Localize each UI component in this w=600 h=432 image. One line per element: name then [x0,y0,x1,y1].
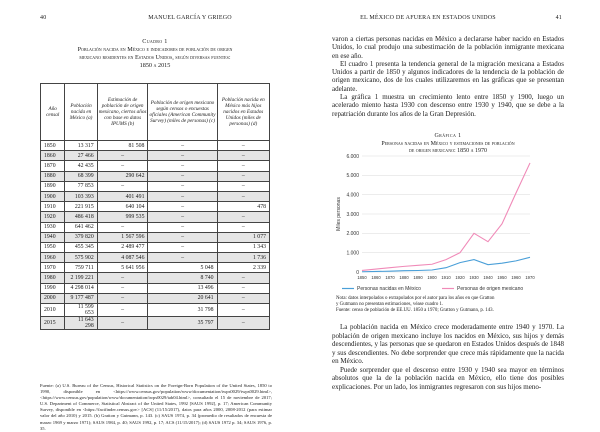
legend-label: Personas de origen mexicano [457,286,524,292]
value-cell: 81 508 [97,141,148,151]
table-row [41,222,270,232]
year-cell: 1860 [41,151,65,161]
table-title-line: 1850 a 2015 [139,62,171,69]
paragraph: El cuadro 1 presenta la tendencia general de la migración mexicana a Estados Unidos a partir de 1850 y algunos indicadores de la tendencia de la población de origen mexicano, dos de los cuales utilizaremos en las gráficas que se presentan adelante. [332,59,564,93]
table-label: Cuadro 1 [142,38,168,45]
y-tick-label: 0 [356,269,359,276]
value-cell: – [97,181,148,191]
x-tick-label: 1920 [455,275,465,280]
table-row [41,151,270,161]
line-chart [332,150,566,296]
y-tick-label: 4.000 [346,192,359,199]
value-cell: – [217,141,269,151]
note-line: Nota: datos interpolados o extrapolados por el autor para los años en que Gratton [336,296,495,301]
column-header: Población nacida en México más hijos nacidos en Estados Unidos (miles de personas) (d) [217,84,269,141]
note-line: Fuente: censo de población de EE.UU. 1850 a 1970; Gratton y Gutmann, p. 143. [336,308,494,314]
year-cell: 1850 [41,141,65,151]
value-cell: 42 435 [65,161,97,171]
value-cell: – [148,222,217,232]
value-cell: 35 797 [148,317,217,330]
value-cell: 1 077 [217,232,269,242]
value-cell: 640 104 [97,202,148,212]
value-cell: – [148,171,217,181]
year-cell: 2000 [41,293,65,303]
paragraph: La población nacida en México crece moderadamente entre 1940 y 1970. La población de origen mexicano incluye los nacidos en México, sus hijos y demás descendientes, y las personas que se quedaron en Estados Unidos después de 1848 y sus descendientes. No debe sorprender que crece más rápidamente que la nacida en México. [332,323,564,365]
year-cell: 1970 [41,263,65,273]
table-row [41,202,270,212]
value-cell: – [97,161,148,171]
left-page [0,0,300,431]
value-cell: 1 343 [217,242,269,252]
x-tick-label: 1950 [497,275,507,280]
x-tick-label: 1880 [399,275,409,280]
y-tick-label: 2.000 [346,231,359,238]
table-row [41,161,270,171]
table-source-note: Fuente: (a) U.S. Bureau of the Census, Historical Statistics on the Foreign-Born Population of the United States, 1850 to 1990, disponible en <https://www.census.gov/population/www/documentation/twps0029/twps0029.html>, <https://www.census.gov/population/www/documentation/twps0029/tab04.html>, consultado el 15 de noviembre de 2017; U.S. Department of Commerce, Statistical Abstract of the United States, 1992 [SAUS 1992], p. 17; American Community Survey, disponible en <https://factfinder.census.gov> [ACS] (11/15/2017), datos para años 2000, 2008-2012 (para estimar valor del año 2010) y 2015. (b) Gratton y Gutmann, p. 143. (c) SAUS 1974, p. 34 (promedio de resultados de encuesta de marzo 1969 y marzo 1971); SAUS 1984, p. 40; SAUS 1992, p. 17; ACS (11/15/2017); (d) SAUS 1972 p. 34; SAUS 1976, p. 35. [40,383,272,431]
value-cell: 4 087 546 [97,253,148,263]
value-cell: 290 642 [97,171,148,181]
table-header-row [41,84,270,141]
value-cell: – [148,141,217,151]
x-tick-label: 1890 [413,275,423,280]
value-cell: 4 298 014 [65,283,97,293]
paragraph: La gráfica 1 muestra un crecimiento lento entre 1850 y 1900, luego un acelerado miento hasta 1930 con descenso entre 1930 y 1940, que se debe a la repatriación durante los años de la Gran Depresión. [332,93,564,118]
table-row [41,181,270,191]
value-cell: 641 462 [65,222,97,232]
value-cell: – [217,222,269,232]
value-cell: 13 496 [148,283,217,293]
value-cell: – [217,304,269,317]
running-head: EL MÉXICO DE AFUERA EN ESTADOS UNIDOS [360,15,496,21]
value-cell: – [148,191,217,201]
value-cell: – [97,293,148,303]
x-tick-label: 1930 [469,275,479,280]
table-row [41,253,270,263]
value-cell: 2 489 477 [97,242,148,252]
value-cell: 13 317 [65,141,97,151]
table-row [41,304,270,317]
x-tick-label: 1970 [525,275,535,280]
value-cell: 5 048 [148,263,217,273]
value-cell: 103 393 [65,191,97,201]
year-cell: 2010 [41,304,65,317]
year-cell: 1990 [41,283,65,293]
body-text-top [332,35,564,118]
table-row [41,263,270,273]
value-cell: – [217,317,269,330]
page-number: 41 [555,15,562,21]
year-cell: 1910 [41,202,65,212]
year-cell: 1900 [41,191,65,201]
value-cell: – [217,293,269,303]
graph-title-line: Personas nacidas en México y estimaciones de población [381,140,515,147]
value-cell: – [148,253,217,263]
right-page [300,0,600,431]
table-row [41,317,270,330]
column-header: Población de origen mexicano según censos o encuestas oficiales (American Community Survey) (miles de personas) (c) [148,84,217,141]
x-tick-label: 1960 [511,275,521,280]
value-cell: – [97,151,148,161]
value-cell: – [217,171,269,181]
value-cell: – [97,222,148,232]
table-row [41,232,270,242]
x-tick-label: 1870 [385,275,395,280]
value-cell: – [217,151,269,161]
page-number: 40 [40,15,47,21]
value-cell: – [97,283,148,293]
year-cell: 1960 [41,253,65,263]
value-cell: – [217,212,269,222]
table-row [41,141,270,151]
graph-notes [336,296,564,315]
value-cell: 11 643 298 [65,317,97,330]
y-tick-label: 1.000 [346,250,359,257]
value-cell: – [217,273,269,283]
x-tick-label: 1940 [483,275,493,280]
year-cell: 1980 [41,273,65,283]
value-cell: – [148,151,217,161]
value-cell: – [148,242,217,252]
value-cell: 486 418 [65,212,97,222]
table-row [41,273,270,283]
value-cell: 759 711 [65,263,97,273]
value-cell: – [97,304,148,317]
year-cell: 1870 [41,161,65,171]
population-table [40,83,270,330]
column-header: Año censal [41,84,65,141]
table-row [41,293,270,303]
x-tick-label: 1850 [357,275,367,280]
value-cell: 5 641 956 [97,263,148,273]
y-tick-label: 5.000 [346,173,359,180]
value-cell: – [148,232,217,242]
note-line: y Gutmann no presentan estimaciones, véase cuadro 1. [336,302,444,308]
value-cell: 999 535 [97,212,148,222]
value-cell: – [97,317,148,330]
value-cell: 77 853 [65,181,97,191]
paragraph: Puede sorprender que el descenso entre 1930 y 1940 sea mayor en términos absolutos que la de la población nacida en México, ello tiene dos posibles explicaciones. Por un lado, los inmigrantes regresaron con sus hijos meno- [332,365,564,391]
table-row [41,212,270,222]
table-row [41,171,270,181]
graph-label: Gráfica 1 [434,133,462,139]
running-head: MANUEL GARCÍA Y GRIEGO [148,15,232,21]
paragraph: varon a ciertas personas nacidas en México a declararse haber nacido en Estados Unidos, lo cual produjo una subestimación de la población inmigrante mexicana en ese año. [332,35,564,60]
table-row [41,191,270,201]
value-cell: – [217,181,269,191]
value-cell: 20 641 [148,293,217,303]
value-cell: – [217,161,269,171]
column-header: Estimación de población de origen mexicano, ciertos años con base en datos IPUMS (b) [97,84,148,141]
graph-title-line: de origen mexicano: 1850 a 1970 [408,148,488,155]
x-tick-label: 1910 [441,275,451,280]
value-cell: 8 740 [148,273,217,283]
year-cell: 1880 [41,171,65,181]
value-cell: 11 599 653 [65,304,97,317]
table-title-line: Población nacida en México e indicadores de población de origen [77,46,233,53]
y-axis-label: Miles personas [336,197,342,231]
value-cell: 2 199 221 [65,273,97,283]
value-cell: 27 466 [65,151,97,161]
value-cell: 1 736 [217,253,269,263]
y-tick-label: 6.000 [346,153,359,160]
value-cell: – [217,283,269,293]
body-text-bottom [332,323,564,391]
x-tick-label: 1900 [427,275,437,280]
year-cell: 1890 [41,181,65,191]
value-cell: 1 567 596 [97,232,148,242]
value-cell: 401 491 [97,191,148,201]
column-header: Población nacida en México (a) [65,84,97,141]
year-cell: 2015 [41,317,65,330]
value-cell: – [148,161,217,171]
year-cell: 1940 [41,232,65,242]
value-cell: – [148,202,217,212]
y-tick-label: 3.000 [346,211,359,218]
year-cell: 1920 [41,212,65,222]
value-cell: 9 177 487 [65,293,97,303]
value-cell: – [97,273,148,283]
value-cell: 455 345 [65,242,97,252]
value-cell: 68 399 [65,171,97,181]
value-cell: – [148,181,217,191]
year-cell: 1930 [41,222,65,232]
value-cell: 31 798 [148,304,217,317]
table-row [41,283,270,293]
value-cell: 478 [217,202,269,212]
value-cell: 221 915 [65,202,97,212]
legend-label: Personas nacidas en México [357,286,421,292]
x-tick-label: 1860 [371,275,381,280]
value-cell: 575 902 [65,253,97,263]
value-cell: 379 820 [65,232,97,242]
table-row [41,242,270,252]
year-cell: 1950 [41,242,65,252]
value-cell: – [148,212,217,222]
value-cell: 2 339 [217,263,269,273]
value-cell: – [217,191,269,201]
series-line-1 [362,163,530,270]
table-caption [40,38,270,70]
table-title-line: mexicano residentes en Estados Unidos, según diversas fuentes: [79,54,231,61]
